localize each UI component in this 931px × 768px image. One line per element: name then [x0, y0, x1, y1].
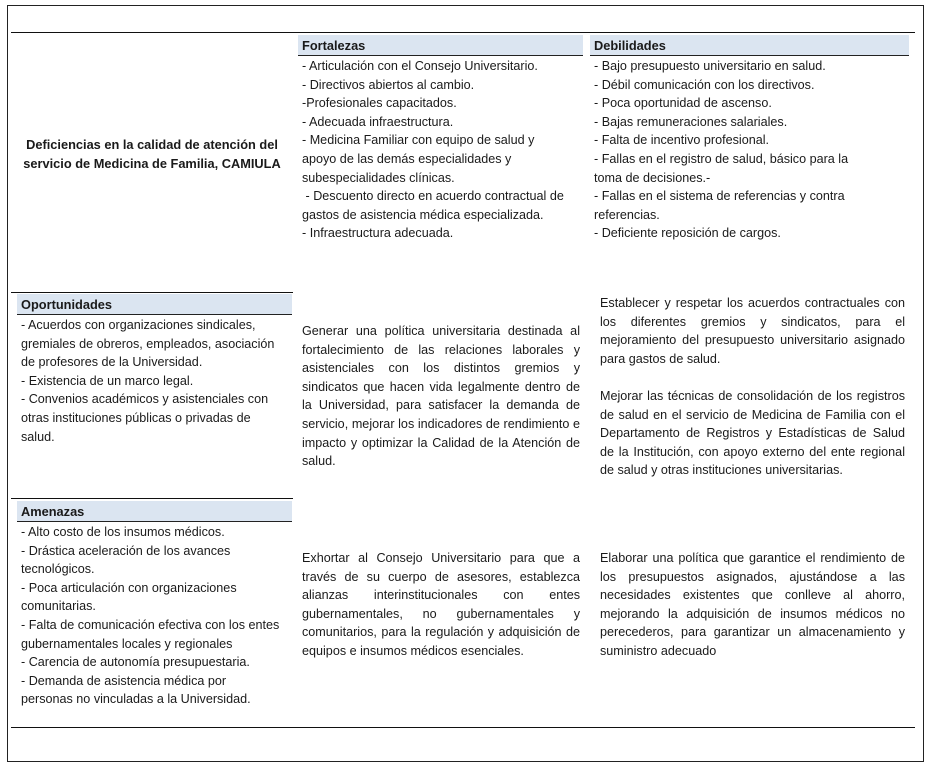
- list-item: - Convenios académicos y asistenciales con otras instituciones públicas o privadas de salud.: [21, 392, 272, 444]
- list-item: - Descuento directo en acuerdo contractual de gastos de asistencia médica especializada.: [302, 189, 568, 222]
- fortalezas-cell: [298, 35, 583, 243]
- list-item: - Falta de incentivo profesional.: [594, 133, 770, 148]
- list-item: - Infraestructura adecuada.: [302, 226, 454, 241]
- list-item: - Bajo presupuesto universitario en salud.: [594, 59, 826, 73]
- list-item: - Deficiente reposición de cargos.: [594, 226, 781, 241]
- list-item: - Fallas en el sistema de referencias y contra referencias.: [594, 189, 849, 222]
- list-item: - Existencia de un marco legal.: [21, 373, 194, 388]
- top-rule: [11, 32, 915, 33]
- oportunidades-header: Oportunidades: [17, 294, 292, 315]
- list-item: - Poca articulación con organizaciones comunitarias.: [21, 580, 241, 614]
- strategy-do-1-text: Establecer y respetar los acuerdos contractuales con los diferentes gremios y sindicatos, para el mejoramiento del presupuesto universitario asignado para gastos de salud.: [600, 296, 905, 366]
- problem-statement: [16, 136, 288, 174]
- list-item: - Medicina Familiar con equipo de salud y apoyo de las demás especialidades y subespecialidades clínicas.: [302, 133, 538, 185]
- spacer: [600, 368, 905, 387]
- strategy-fa: [302, 549, 580, 661]
- strategy-fo: [302, 322, 580, 471]
- debilidades-list: [590, 56, 909, 243]
- bottom-rule: [11, 727, 915, 728]
- list-item: - Fallas en el registro de salud, básico para la toma de decisiones.-: [594, 151, 852, 185]
- list-item: - Articulación con el Consejo Universitario.: [302, 59, 538, 73]
- strategy-fo-text: Generar una política universitaria destinada al fortalecimiento de las relaciones laborales y asistenciales con los distintos gremios y sindicatos que hacen vida legalmente dentro de la Universidad, para satisfacer la demanda de servicio, mejorar los indicadores de rendimiento e impacto y optimizar la Calidad de la Atención de salud.: [302, 324, 580, 469]
- list-item: - Débil comunicación con los directivos.: [594, 77, 815, 92]
- problem-title: Deficiencias en la calidad de atención del servicio de Medicina de Familia, CAMIULA: [23, 137, 281, 171]
- strategy-do-2-text: Mejorar las técnicas de consolidación de los registros de salud en el servicio de Medicina de Familia con el Departamento de Registros y Estadísticas de Salud de la Institución, con apoyo externo del ente regional de salud y otras instituciones universitarias.: [600, 388, 905, 478]
- list-item: - Directivos abiertos al cambio.: [302, 77, 475, 92]
- list-item: - Carencia de autonomía presupuestaria.: [21, 655, 250, 670]
- oportunidades-cell: [17, 294, 292, 446]
- fortalezas-list: [298, 56, 583, 243]
- list-item: - Bajas remuneraciones salariales.: [594, 114, 788, 129]
- list-item: - Demanda de asistencia médica por personas no vinculadas a la Universidad.: [21, 673, 251, 707]
- strategy-da-text: Elaborar una política que garantice el rendimiento de los presupuestos asignados, ajustándose a las necesidades existentes que conlleve al ahorro, mejorando la adquisición de insumos médicos no perecederos, para garantizar un almacenamiento y suministro adecuado: [600, 551, 905, 658]
- debilidades-header: Debilidades: [590, 35, 909, 56]
- oportunidades-list: [17, 315, 292, 446]
- list-item: - Poca oportunidad de ascenso.: [594, 96, 772, 111]
- list-item: -Profesionales capacitados.: [302, 96, 457, 111]
- row-divider-amenazas: [11, 498, 293, 499]
- list-item: - Falta de comunicación efectiva con los entes gubernamentales locales y regionales: [21, 617, 283, 651]
- amenazas-list: [17, 522, 292, 709]
- list-item: - Alto costo de los insumos médicos.: [21, 525, 225, 539]
- strategy-do: [600, 294, 905, 480]
- fortalezas-header: Fortalezas: [298, 35, 583, 56]
- amenazas-cell: [17, 501, 292, 709]
- amenazas-header: Amenazas: [17, 501, 292, 522]
- list-item: - Adecuada infraestructura.: [302, 114, 454, 129]
- strategy-da: [600, 549, 905, 661]
- list-item: - Drástica aceleración de los avances tecnológicos.: [21, 543, 234, 577]
- strategy-fa-text: Exhortar al Consejo Universitario para que a través de su cuerpo de asesores, establezca alianzas interinstitucionales con entes gubernamentales, no gubernamentales y comunitarios, para la regulación y adquisición de equipos e insumos médicos esenciales.: [302, 551, 580, 658]
- debilidades-cell: [590, 35, 909, 243]
- row-divider-oportunidades: [11, 292, 293, 293]
- list-item: - Acuerdos con organizaciones sindicales, gremiales de obreros, empleados, asociación de profesores de la Universidad.: [21, 318, 278, 370]
